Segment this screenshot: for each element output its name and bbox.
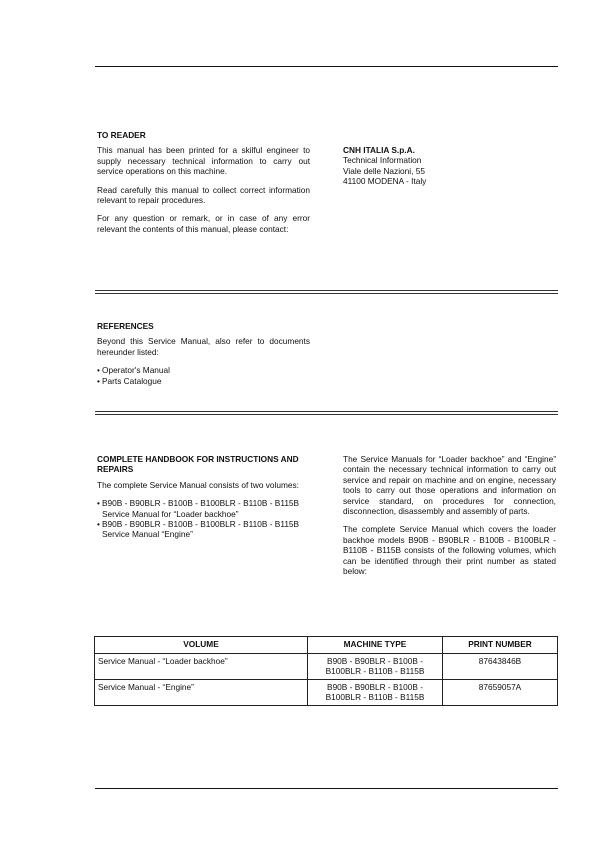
table-row: [95, 654, 558, 680]
contact-address: [343, 145, 556, 187]
machine-type-line: B90B - B90BLR - B100B -: [327, 656, 423, 666]
references-heading: REFERENCES: [97, 321, 154, 331]
print-number-cell: 87659057A: [443, 679, 558, 705]
handbook-description: [343, 454, 556, 576]
to-reader-section: [97, 130, 310, 234]
to-reader-paragraph-3: For any question or remark, or in case of any error relevant the contents of this manual, please contact:: [97, 213, 310, 234]
table-row: [95, 679, 558, 705]
volume-cell: Service Manual - “Loader backhoe”: [95, 654, 308, 680]
handbook-section: [97, 454, 310, 540]
machine-type-column-header: MACHINE TYPE: [308, 637, 443, 654]
machine-type-line: B100BLR - B110B - B115B: [325, 666, 425, 677]
volume-title: Service Manual “Engine”: [102, 529, 193, 540]
company-name: CNH ITALIA S.p.A.: [343, 145, 415, 155]
volumes-list: [97, 498, 310, 540]
section-divider-1: [95, 290, 558, 294]
section-divider-2: [95, 411, 558, 415]
references-list: [97, 365, 310, 386]
contact-city: 41100 MODENA - Italy: [343, 176, 427, 187]
volume-cell: Service Manual - “Engine”: [95, 679, 308, 705]
to-reader-paragraph-1: This manual has been printed for a skilful engineer to supply necessary technical information to carry out service operations on this machine.: [97, 145, 310, 177]
print-number-cell: 87643846B: [443, 654, 558, 680]
references-section: [97, 321, 310, 386]
to-reader-paragraph-2: Read carefully this manual to collect correct information relevant to repair procedures.: [97, 184, 310, 206]
print-number-column-header: PRINT NUMBER: [443, 637, 558, 654]
machine-type-line: B100BLR - B110B - B115B: [325, 692, 425, 703]
references-intro: Beyond this Service Manual, also refer to documents hereunder listed:: [97, 336, 310, 357]
handbook-intro: The complete Service Manual consists of two volumes:: [97, 479, 299, 490]
list-item: [97, 519, 310, 540]
volumes-table: [94, 636, 558, 706]
machine-type-cell: [308, 654, 443, 680]
top-rule: [95, 66, 558, 67]
volume-column-header: VOLUME: [95, 637, 308, 654]
handbook-paragraph-1: The Service Manuals for “Loader backhoe” and “Engine” contain the necessary technical information to carry out service and repair on machine and on engine, necessary tools to carry out those operations and information on service standard, on procedures for connection, disconnection, disassembly and assembly of parts.: [343, 454, 556, 517]
list-item: • Operator's Manual: [97, 365, 310, 375]
to-reader-heading: TO READER: [97, 130, 146, 140]
contact-department: Technical Information: [343, 155, 422, 166]
bottom-rule: [95, 788, 558, 789]
contact-street: Viale delle Nazioni, 55: [343, 165, 425, 176]
volume-title: Service Manual for “Loader backhoe”: [102, 508, 239, 519]
list-item: • Parts Catalogue: [97, 376, 310, 386]
machine-type-line: B90B - B90BLR - B100B -: [327, 681, 423, 692]
handbook-paragraph-2: The complete Service Manual which covers the loader backhoe models B90B - B90BLR - B100B - B100BLR - B110B - B115B consists of the following volumes, which can be identified through their print number as stated below:: [343, 524, 556, 577]
volume-models: • B90B - B90BLR - B100B - B100BLR - B110B - B115B: [97, 498, 310, 508]
table-header-row: [95, 637, 558, 654]
volume-models: • B90B - B90BLR - B100B - B100BLR - B110B - B115B: [97, 519, 310, 529]
list-item: [97, 498, 310, 519]
machine-type-cell: [308, 679, 443, 705]
handbook-heading: COMPLETE HANDBOOK FOR INSTRUCTIONS AND REPAIRS: [97, 454, 299, 475]
